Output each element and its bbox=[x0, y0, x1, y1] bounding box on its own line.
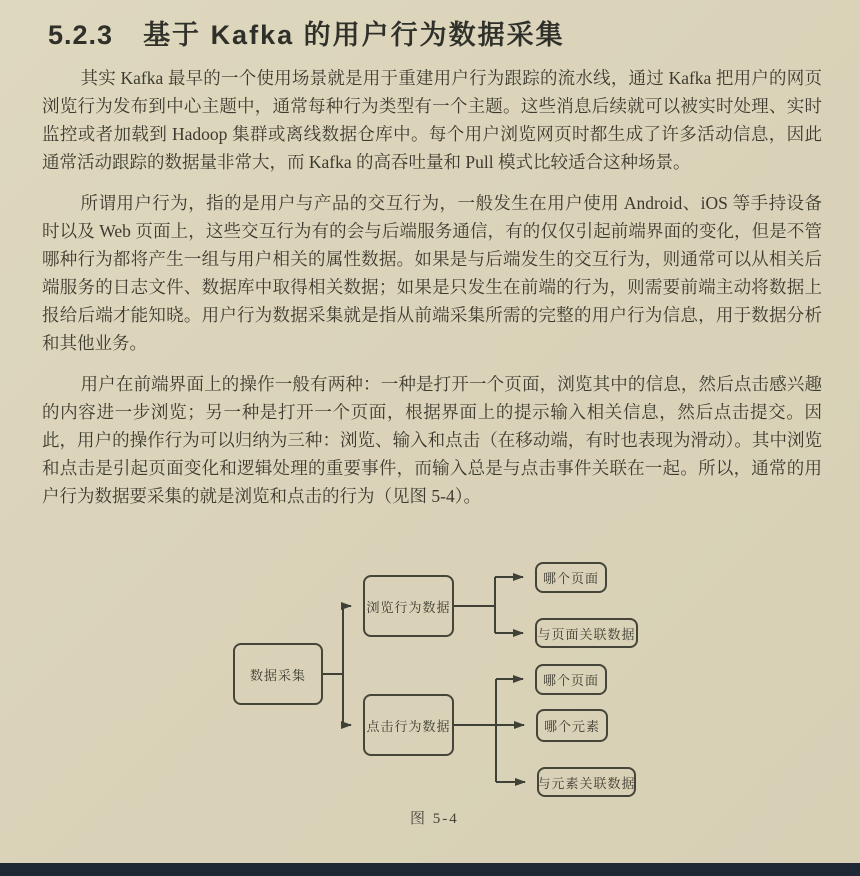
node-page-associated-data: 与页面关联数据 bbox=[535, 618, 638, 648]
node-which-page-click: 哪个页面 bbox=[535, 664, 607, 695]
node-browse-behavior-data: 浏览行为数据 bbox=[363, 575, 454, 637]
section-number: 5.2.3 bbox=[48, 20, 114, 50]
section-title: 基于 Kafka 的用户行为数据采集 bbox=[143, 20, 565, 50]
scan-edge-bar bbox=[0, 863, 860, 876]
node-which-page-browse: 哪个页面 bbox=[535, 562, 607, 593]
paragraph-2: 所谓用户行为，指的是用户与产品的交互行为，一般发生在用户使用 Android、iOS 等手持设备时以及 Web 页面上，这些交互行为有的会与后端服务通信，有的仅仅引起前端界面的变化，但是不管哪种行为都将产生一组与用户相关的属性数据。如果是与后端发生的交互行为，则通常可以从相关后端服务的日志文件、数据库中取得相关数据；如果是只发生在前端的行为，则需要前端主动将数据上报给后端才能知晓。用户行为数据采集就是指从前端采集所需的完整的用户行为信息，用于数据分析和其他业务。 bbox=[42, 193, 822, 353]
body-text bbox=[42, 64, 822, 523]
node-which-element: 哪个元素 bbox=[536, 709, 608, 742]
node-data-collection: 数据采集 bbox=[233, 643, 323, 705]
section-heading bbox=[48, 13, 565, 52]
figure-5-4-flowchart bbox=[0, 555, 860, 805]
figure-caption: 图 5-4 bbox=[410, 811, 459, 827]
paragraph-1: 其实 Kafka 最早的一个使用场景就是用于重建用户行为跟踪的流水线，通过 Kafka 把用户的网页浏览行为发布到中心主题中，通常每种行为类型有一个主题。这些消息后续就可以被实时处理、实时监控或者加载到 Hadoop 集群或离线数据仓库中。每个用户浏览网页时都生成了许多活动信息，因此通常活动跟踪的数据量非常大，而 Kafka 的高吞吐量和 Pull 模式比较适合这种场景。 bbox=[42, 68, 822, 172]
paragraph-3: 用户在前端界面上的操作一般有两种：一种是打开一个页面，浏览其中的信息，然后点击感兴趣的内容进一步浏览；另一种是打开一个页面，根据界面上的提示输入相关信息，然后点击提交。因此，用户的操作行为可以归纳为三种：浏览、输入和点击（在移动端，有时也表现为滑动）。其中浏览和点击是引起页面变化和逻辑处理的重要事件，而输入总是与点击事件关联在一起。所以，通常的用户行为数据要采集的就是浏览和点击的行为（见图 5-4）。 bbox=[42, 374, 822, 506]
node-click-behavior-data: 点击行为数据 bbox=[363, 694, 454, 756]
node-element-associated-data: 与元素关联数据 bbox=[537, 767, 636, 797]
